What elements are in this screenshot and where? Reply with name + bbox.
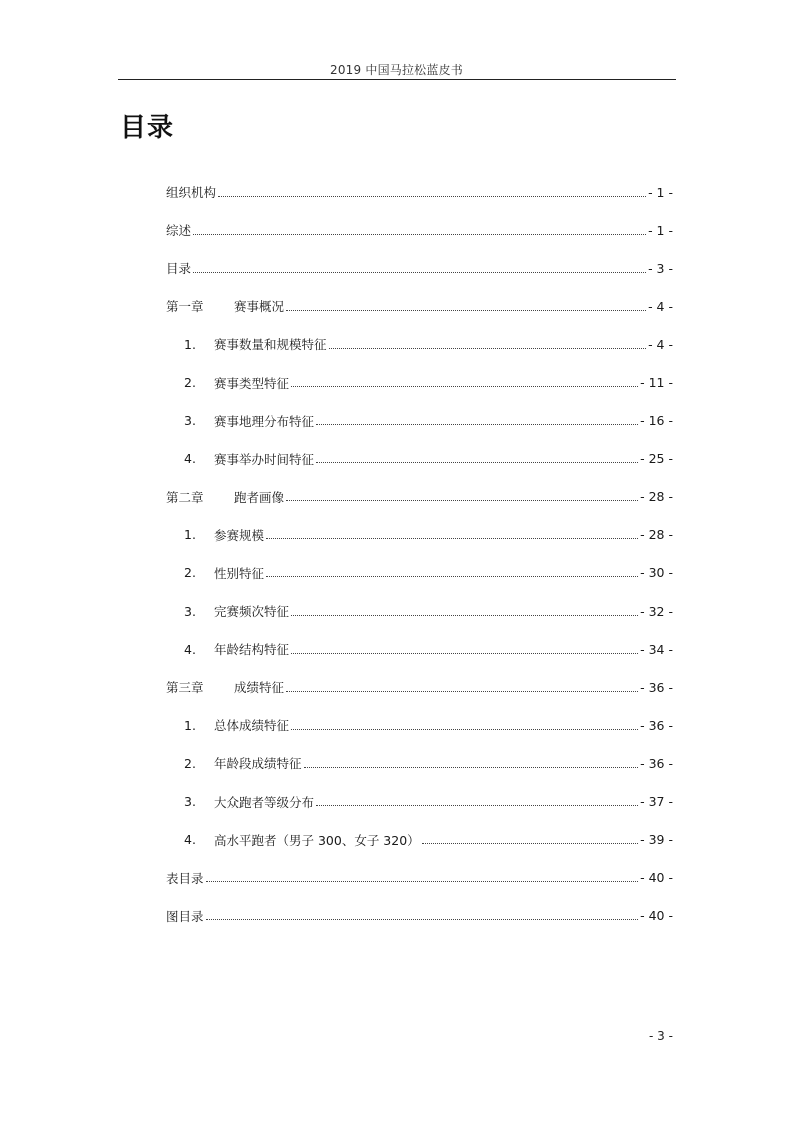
toc-entry-label: 成绩特征 xyxy=(234,680,285,696)
toc-chapter-entry[interactable] xyxy=(166,478,673,516)
toc-entry[interactable] xyxy=(166,859,673,897)
toc-entry-label: 跑者画像 xyxy=(234,489,285,505)
header-divider xyxy=(118,79,676,80)
toc-entry[interactable] xyxy=(166,211,673,249)
toc-dot-leader xyxy=(286,500,638,501)
toc-section-number: 1. xyxy=(184,527,196,543)
toc-section-number: 2. xyxy=(184,565,196,581)
toc-chapter-prefix: 第三章 xyxy=(166,680,204,696)
toc-entry-page: - 1 - xyxy=(648,184,673,200)
toc-entry-label: 目录 xyxy=(166,261,192,277)
toc-chapter-prefix: 第一章 xyxy=(166,299,204,315)
toc-dot-leader xyxy=(291,386,638,387)
toc-dot-leader xyxy=(286,691,638,692)
toc-dot-leader xyxy=(286,310,646,311)
toc-section-number: 2. xyxy=(184,375,196,391)
toc-entry-page: - 40 - xyxy=(640,908,673,924)
toc-entry-page: - 36 - xyxy=(640,717,673,733)
toc-entry-page: - 39 - xyxy=(640,832,673,848)
toc-chapter-entry[interactable] xyxy=(166,668,673,706)
toc-entry-label: 年龄段成绩特征 xyxy=(214,756,302,772)
toc-dot-leader xyxy=(316,805,638,806)
toc-section-entry[interactable] xyxy=(166,630,673,668)
toc-entry-page: - 1 - xyxy=(648,222,673,238)
toc-entry-label: 参赛规模 xyxy=(214,527,265,543)
toc-section-entry[interactable] xyxy=(166,821,673,859)
toc-section-number: 3. xyxy=(184,413,196,429)
toc-entry-page: - 3 - xyxy=(648,260,673,276)
page-title: 目录 xyxy=(120,113,175,143)
toc-section-number: 4. xyxy=(184,641,196,657)
toc-dot-leader xyxy=(206,919,639,920)
toc-dot-leader xyxy=(193,272,646,273)
toc-entry-page: - 34 - xyxy=(640,641,673,657)
toc-entry-page: - 32 - xyxy=(640,603,673,619)
toc-section-number: 4. xyxy=(184,451,196,467)
toc-entry-label: 赛事概况 xyxy=(234,299,285,315)
toc-section-number: 3. xyxy=(184,603,196,619)
toc-entry-label: 赛事类型特征 xyxy=(214,375,290,391)
toc-section-entry[interactable] xyxy=(166,706,673,744)
toc-section-entry[interactable] xyxy=(166,744,673,782)
toc-dot-leader xyxy=(316,462,638,463)
toc-section-number: 4. xyxy=(184,832,196,848)
toc-dot-leader xyxy=(316,424,638,425)
toc-entry-label: 组织机构 xyxy=(166,185,217,201)
toc-dot-leader xyxy=(291,615,638,616)
toc-dot-leader xyxy=(266,576,638,577)
toc-dot-leader xyxy=(266,538,638,539)
toc-entry-label: 综述 xyxy=(166,223,192,239)
toc-dot-leader xyxy=(291,653,638,654)
toc-entry-page: - 4 - xyxy=(648,336,673,352)
toc-entry-label: 图目录 xyxy=(166,908,204,924)
toc-dot-leader xyxy=(291,729,638,730)
toc-entry-label: 赛事地理分布特征 xyxy=(214,413,315,429)
toc-entry-label: 性别特征 xyxy=(214,565,265,581)
toc-section-number: 3. xyxy=(184,794,196,810)
toc-entry-label: 年龄结构特征 xyxy=(214,642,290,658)
table-of-contents xyxy=(166,173,673,935)
toc-section-number: 1. xyxy=(184,336,196,352)
toc-entry-page: - 28 - xyxy=(640,489,673,505)
toc-entry-page: - 11 - xyxy=(640,375,673,391)
toc-entry-page: - 30 - xyxy=(640,565,673,581)
toc-chapter-prefix: 第二章 xyxy=(166,489,204,505)
toc-entry-page: - 36 - xyxy=(640,755,673,771)
toc-entry[interactable] xyxy=(166,897,673,935)
toc-dot-leader xyxy=(329,348,647,349)
toc-entry-label: 总体成绩特征 xyxy=(214,718,290,734)
page-number: - 3 - xyxy=(649,1029,673,1043)
toc-entry-page: - 25 - xyxy=(640,451,673,467)
toc-entry[interactable] xyxy=(166,249,673,287)
toc-entry-page: - 4 - xyxy=(648,298,673,314)
toc-section-entry[interactable] xyxy=(166,592,673,630)
toc-entry[interactable] xyxy=(166,173,673,211)
toc-section-entry[interactable] xyxy=(166,516,673,554)
toc-entry-label: 大众跑者等级分布 xyxy=(214,794,315,810)
toc-section-entry[interactable] xyxy=(166,363,673,401)
toc-section-number: 1. xyxy=(184,717,196,733)
toc-section-entry[interactable] xyxy=(166,554,673,592)
toc-section-entry[interactable] xyxy=(166,783,673,821)
running-header-title: 2019 中国马拉松蓝皮书 xyxy=(330,63,463,77)
toc-dot-leader xyxy=(304,767,639,768)
toc-entry-label: 高水平跑者（男子 300、女子 320） xyxy=(214,832,420,848)
toc-entry-page: - 28 - xyxy=(640,527,673,543)
toc-entry-label: 表目录 xyxy=(166,870,204,886)
toc-entry-page: - 40 - xyxy=(640,870,673,886)
toc-section-entry[interactable] xyxy=(166,440,673,478)
toc-entry-page: - 37 - xyxy=(640,794,673,810)
toc-entry-label: 完赛频次特征 xyxy=(214,604,290,620)
toc-section-entry[interactable] xyxy=(166,402,673,440)
toc-entry-page: - 36 - xyxy=(640,679,673,695)
toc-dot-leader xyxy=(193,234,646,235)
toc-dot-leader xyxy=(422,843,638,844)
toc-entry-label: 赛事数量和规模特征 xyxy=(214,337,327,353)
toc-section-entry[interactable] xyxy=(166,325,673,363)
toc-section-number: 2. xyxy=(184,755,196,771)
toc-chapter-entry[interactable] xyxy=(166,287,673,325)
toc-entry-label: 赛事举办时间特征 xyxy=(214,451,315,467)
toc-dot-leader xyxy=(206,881,639,882)
toc-entry-page: - 16 - xyxy=(640,413,673,429)
toc-dot-leader xyxy=(218,196,646,197)
